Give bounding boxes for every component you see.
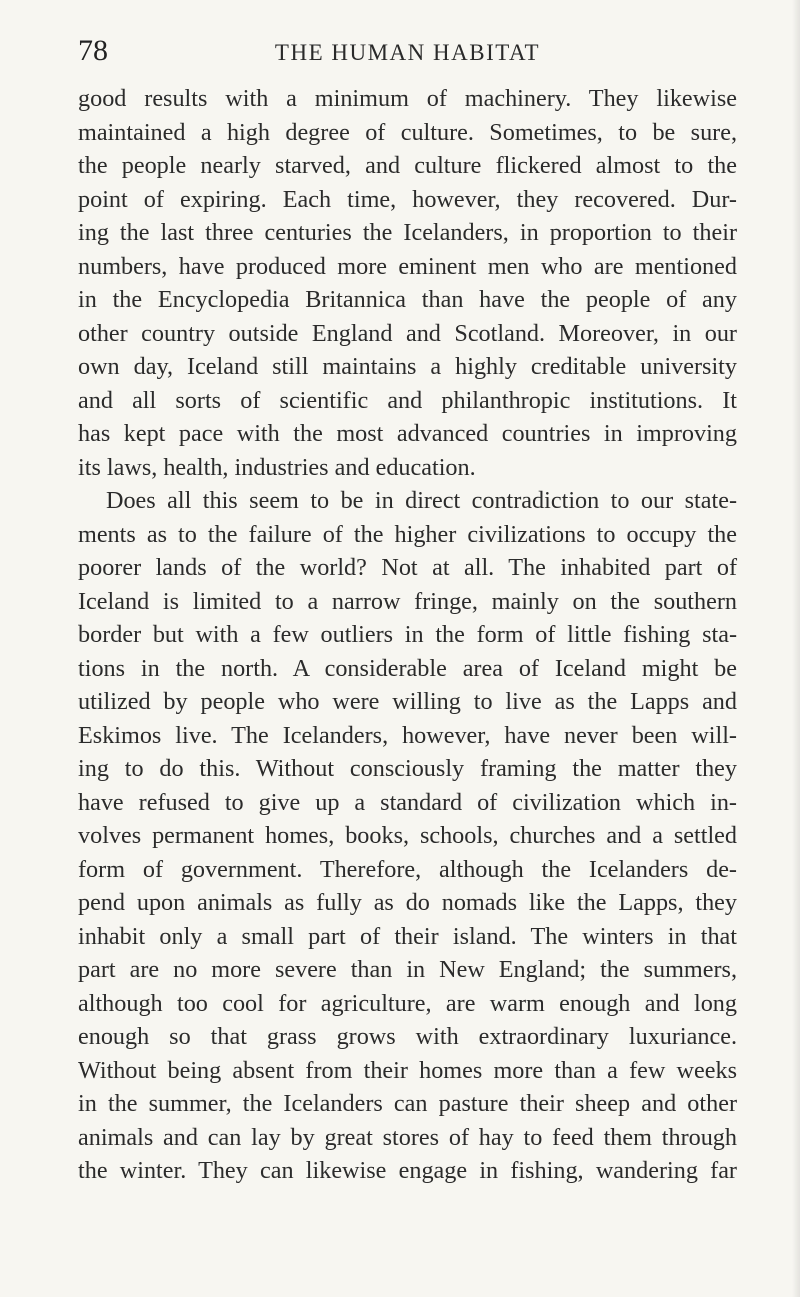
- text-line: enough so that grass grows with extraordinary luxuriance.: [78, 1023, 737, 1050]
- text-line: Eskimos live. The Icelanders, however, have never been will-: [78, 721, 737, 749]
- text-line: volves permanent homes, books, schools, churches and a settled: [78, 822, 737, 849]
- text-line: has kept pace with the most advanced countries in improving: [78, 420, 737, 447]
- text-line: poorer lands of the world? Not at all. The inhabited part of: [78, 554, 737, 581]
- text-line: Without being absent from their homes more than a few weeks: [78, 1056, 737, 1084]
- body-text: [78, 82, 737, 1188]
- text-line: the winter. They can likewise engage in fishing, wandering far: [78, 1157, 737, 1184]
- text-line: part are no more severe than in New England; the summers,: [78, 956, 737, 983]
- text-line: other country outside England and Scotland. Moreover, in our: [78, 319, 737, 347]
- text-line: good results with a minimum of machinery. They likewise: [78, 85, 737, 112]
- page-number: 78: [78, 34, 108, 67]
- text-line: utilized by people who were willing to live as the Lapps and: [78, 688, 737, 715]
- text-line: ments as to the failure of the higher civilizations to occupy the: [78, 520, 737, 548]
- text-line: have refused to give up a standard of civilization which in-: [78, 788, 737, 816]
- text-line: pend upon animals as fully as do nomads like the Lapps, they: [78, 889, 737, 916]
- text-line: border but with a few outliers in the form of little fishing sta-: [78, 621, 737, 648]
- text-line: in the summer, the Icelanders can pasture their sheep and other: [78, 1090, 737, 1117]
- text-line: in the Encyclopedia Britannica than have the people of any: [78, 286, 737, 313]
- text-line: maintained a high degree of culture. Sometimes, to be sure,: [78, 118, 737, 146]
- text-line: animals and can lay by great stores of hay to feed them through: [78, 1123, 737, 1151]
- text-line: form of government. Therefore, although the Icelanders de-: [78, 855, 737, 883]
- text-line: ing the last three centuries the Icelanders, in proportion to their: [78, 219, 737, 246]
- text-line: tions in the north. A considerable area of Iceland might be: [78, 654, 737, 682]
- text-line: Does all this seem to be in direct contradiction to our state-: [106, 487, 737, 514]
- text-line: inhabit only a small part of their island. The winters in that: [78, 922, 737, 950]
- running-head: THE HUMAN HABITAT: [274, 40, 541, 65]
- text-line: own day, Iceland still maintains a highly creditable university: [78, 353, 737, 380]
- text-line: point of expiring. Each time, however, they recovered. Dur-: [78, 185, 737, 213]
- text-line: although too cool for agriculture, are warm enough and long: [78, 989, 737, 1017]
- text-line: Iceland is limited to a narrow fringe, mainly on the southern: [78, 587, 737, 615]
- text-line: numbers, have produced more eminent men who are mentioned: [78, 252, 737, 280]
- page-header: [78, 34, 737, 74]
- page-edge-shadow: [792, 0, 800, 1297]
- text-line: ing to do this. Without consciously framing the matter they: [78, 755, 737, 782]
- text-line: the people nearly starved, and culture flickered almost to the: [78, 152, 737, 179]
- text-line: its laws, health, industries and education.: [78, 453, 476, 481]
- text-line: and all sorts of scientific and philanthropic institutions. It: [78, 386, 737, 414]
